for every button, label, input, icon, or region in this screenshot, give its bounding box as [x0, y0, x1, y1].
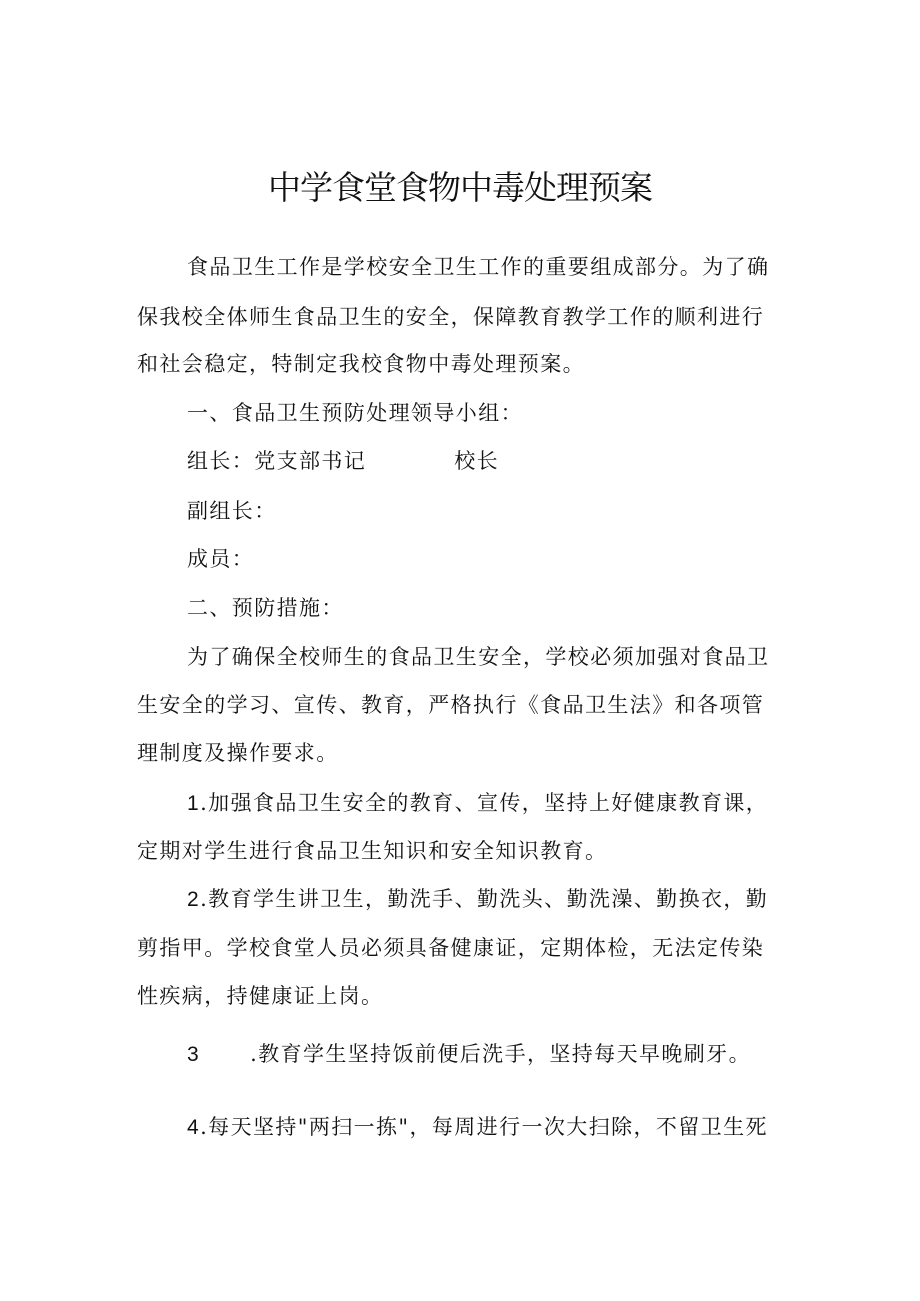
section2-heading: 二、预防措施： [187, 596, 344, 620]
item-2-line-3: 性疾病，持健康证上岗。 [137, 984, 384, 1008]
item-2-number: 2 [187, 888, 201, 911]
item-3-line-1 [187, 1039, 751, 1070]
item-4-number: 4 [187, 1116, 201, 1139]
intro-line-3: 和社会稳定，特制定我校食物中毒处理预案。 [137, 352, 585, 376]
leader-role-principal: 校长 [454, 449, 500, 473]
vice-leader-line: 副组长： [187, 499, 277, 523]
leader-line [187, 446, 499, 476]
section2-paragraph-line-2: 生安全的学习、宣传、教育，严格执行《食品卫生法》和各项管 [137, 693, 765, 717]
intro-line-1: 食品卫生工作是学校安全卫生工作的重要组成部分。为了确 [187, 255, 770, 279]
item-2-line-1 [187, 884, 768, 915]
item-2-text: .教育学生讲卫生，勤洗手、勤洗头、勤洗澡、勤换衣，勤 [200, 887, 769, 911]
document-title: 中学食堂食物中毒处理预案 [268, 168, 652, 207]
members-line: 成员： [187, 547, 255, 571]
item-1-line-2: 定期对学生进行食品卫生知识和安全知识教育。 [137, 839, 608, 863]
item-3-text: .教育学生坚持饭前便后洗手，坚持每天早晚刷牙。 [250, 1042, 751, 1066]
item-1-line-1 [187, 788, 768, 819]
section2-paragraph-line-1: 为了确保全校师生的食品卫生安全，学校必须加强对食品卫 [187, 645, 770, 669]
item-3-number: 3 [187, 1043, 201, 1066]
item-4-line-1 [187, 1112, 768, 1143]
leader-label: 组长：党支部书记 [187, 449, 367, 473]
item-1-number: 1 [187, 792, 201, 815]
item-4-text: .每天坚持"两扫一拣"，每周进行一次大扫除，不留卫生死 [200, 1115, 768, 1139]
item-2-line-2: 剪指甲。学校食堂人员必须具备健康证，定期体检，无法定传染 [137, 936, 765, 960]
section2-paragraph-line-3: 理制度及操作要求。 [137, 741, 339, 765]
item-1-text: .加强食品卫生安全的教育、宣传，坚持上好健康教育课， [200, 791, 769, 815]
intro-line-2: 保我校全体师生食品卫生的安全，保障教育教学工作的顺利进行 [137, 305, 765, 329]
section1-heading: 一、食品卫生预防处理领导小组： [187, 401, 523, 425]
